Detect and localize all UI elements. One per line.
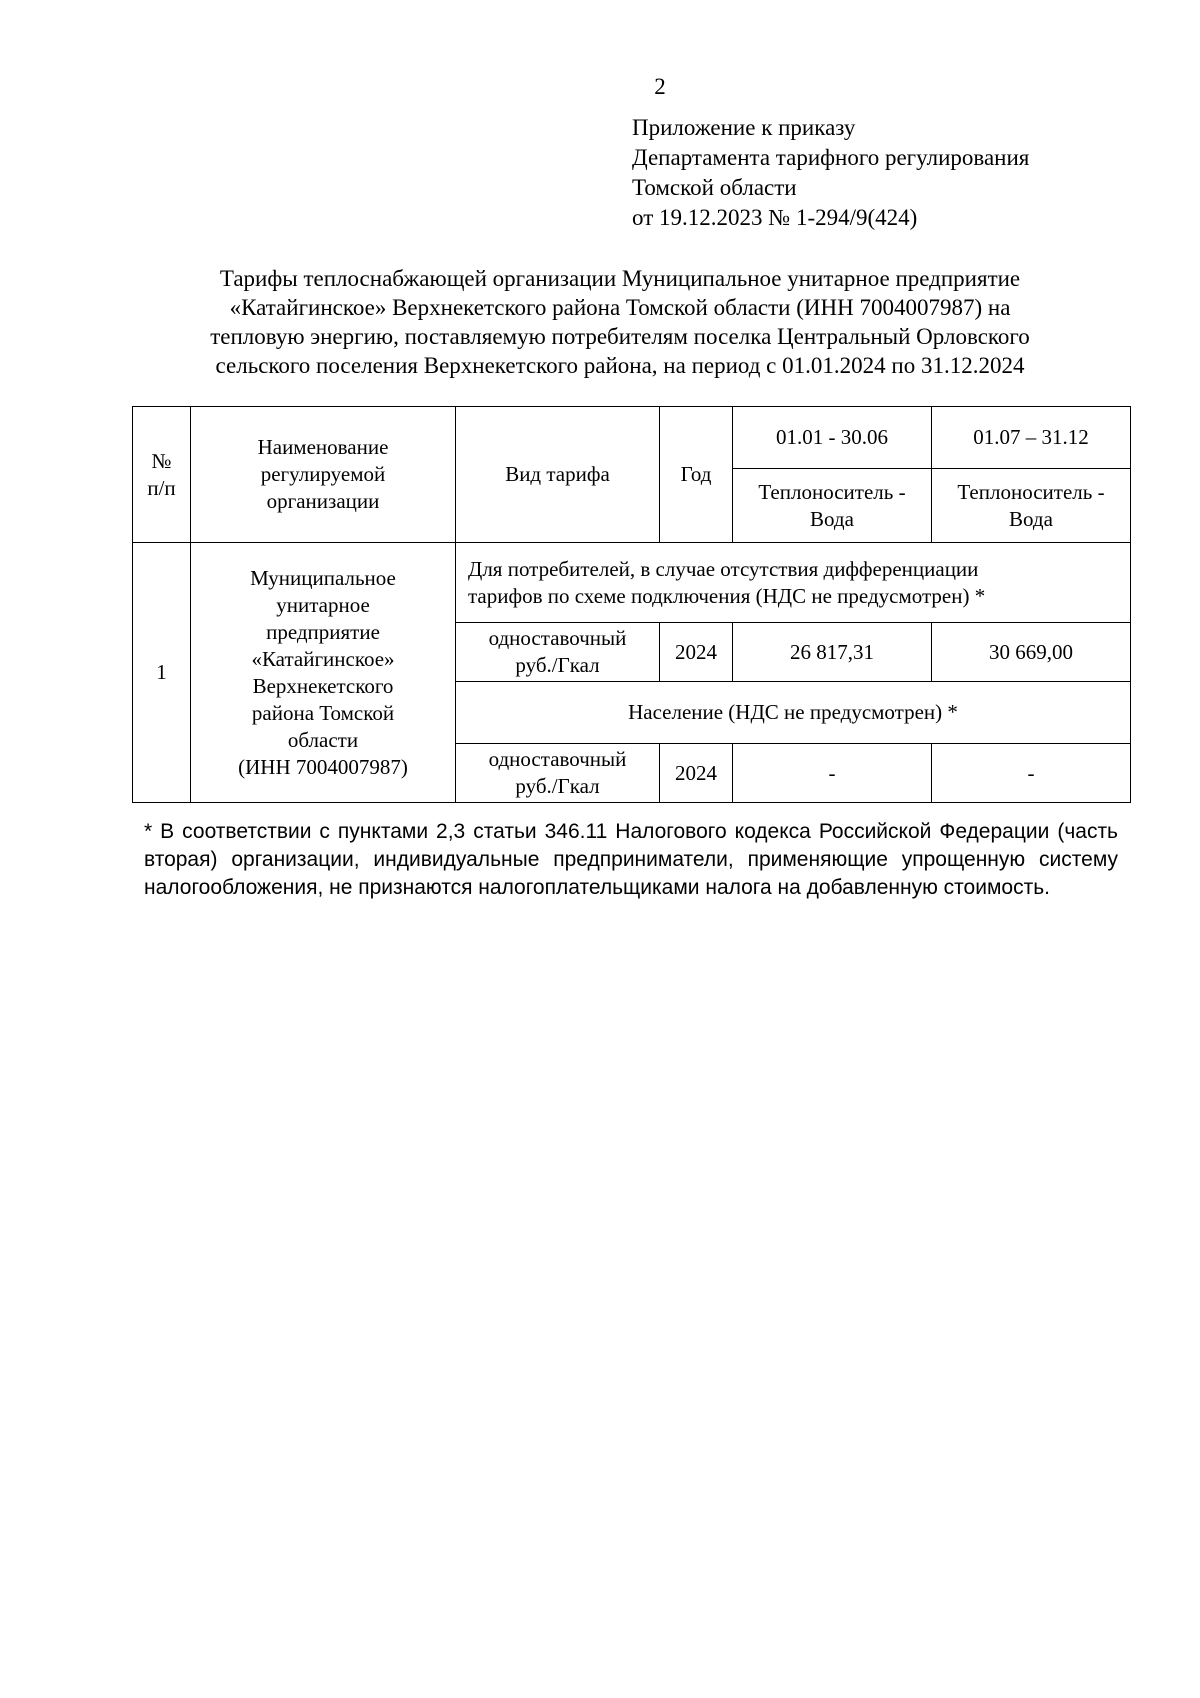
header-carrier-cell (733, 469, 932, 543)
header-carrier-line: Вода (1009, 506, 1053, 531)
year-cell: 2024 (660, 744, 733, 803)
header-number-line: п/п (147, 475, 176, 500)
organization-name-line: унитарное (276, 592, 370, 617)
tariff-type-line: одноставочный (488, 747, 627, 771)
appendix-line: Департамента тарифного регулирования (632, 145, 1030, 170)
tariff-type-line: одноставочный (488, 626, 627, 650)
tariff-value-first-half: 26 817,31 (733, 623, 932, 682)
header-organization-cell (191, 407, 456, 543)
row-number-cell: 1 (133, 543, 191, 803)
organization-name-line: (ИНН 7004007987) (238, 754, 408, 779)
organization-name-line: Верхнекетского (252, 673, 394, 698)
tariff-unit-line: руб./Гкал (515, 774, 600, 798)
header-tariff-type-cell: Вид тарифа (456, 407, 660, 543)
header-carrier-line: Теплоноситель - (758, 479, 906, 504)
title-line: Тарифы теплоснабжающей организации Муниципальное унитарное предприятие (219, 266, 1021, 291)
table-row (133, 543, 1131, 623)
header-number-cell (133, 407, 191, 543)
organization-name-line: Муниципальное (250, 565, 396, 590)
page-number: 2 (654, 74, 666, 99)
header-period-first-half: 01.01 - 30.06 (733, 407, 932, 469)
consumer-group-cell (456, 543, 1131, 623)
organization-name-line: предприятие (266, 619, 380, 644)
population-group-cell: Население (НДС не предусмотрен) * (456, 682, 1131, 744)
tariff-type-cell (456, 744, 660, 803)
tariff-unit-line: руб./Гкал (515, 653, 600, 677)
organization-name-cell (191, 543, 456, 803)
organization-name-line: «Катайгинское» (251, 646, 395, 671)
tariff-table (132, 406, 1131, 803)
appendix-line: Приложение к приказу (632, 115, 856, 140)
tariff-value-second-half: - (932, 744, 1131, 803)
header-organization-line: организации (266, 489, 380, 513)
title-line: тепловую энергию, поставляемую потребителям поселка Центральный Орловского (210, 324, 1030, 349)
header-year-cell: Год (660, 407, 733, 543)
footnote: * В соответствии с пунктами 2,3 статьи 346.11 Налогового кодекса Российской Федерации (часть вторая) организации, индивидуальные предприниматели, применяющие упрощенную систему налогообложения, не признаются налогоплательщиками налога на добавленную стоимость. (144, 820, 1118, 899)
title-line: «Катайгинское» Верхнекетского района Томской области (ИНН 7004007987) на (229, 295, 1011, 320)
header-organization-line: Наименование (257, 435, 389, 459)
table-header-row (133, 407, 1131, 469)
header-carrier-cell (932, 469, 1131, 543)
year-cell: 2024 (660, 623, 733, 682)
header-carrier-line: Вода (810, 506, 854, 531)
header-period-second-half: 01.07 – 31.12 (932, 407, 1131, 469)
header-organization-line: регулируемой (260, 462, 386, 486)
header-carrier-line: Теплоноситель - (957, 479, 1105, 504)
consumer-group-line: Для потребителей, в случае отсутствия дифференциации (468, 556, 979, 581)
title-line: сельского поселения Верхнекетского района, на период с 01.01.2024 по 31.12.2024 (215, 353, 1025, 378)
appendix-block (632, 113, 1029, 233)
tariff-value-first-half: - (733, 744, 932, 803)
organization-name-line: района Томской (251, 700, 395, 725)
tariff-type-cell (456, 623, 660, 682)
appendix-date-line: от 19.12.2023 № 1-294/9(424) (632, 205, 918, 230)
document-title (130, 264, 1110, 380)
consumer-group-line: тарифов по схеме подключения (НДС не предусмотрен) * (468, 583, 986, 608)
appendix-line: Томской области (632, 175, 797, 200)
header-number-line: № (151, 448, 172, 473)
organization-name-line: области (287, 727, 359, 752)
tariff-value-second-half: 30 669,00 (932, 623, 1131, 682)
